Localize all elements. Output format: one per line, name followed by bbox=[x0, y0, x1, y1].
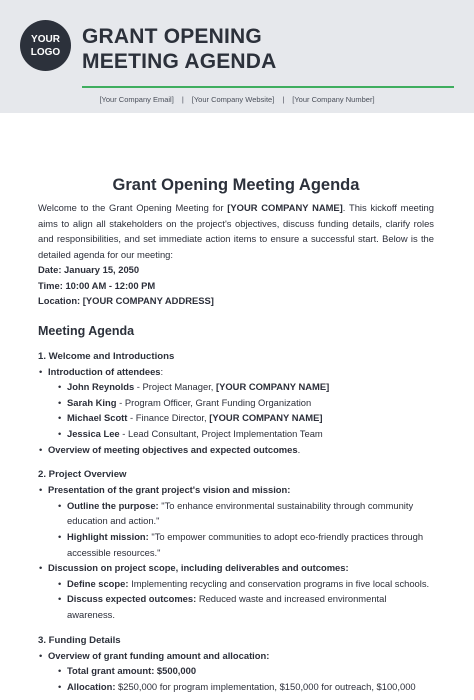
company-logo bbox=[20, 20, 71, 71]
funding-sublist bbox=[48, 663, 434, 694]
logo-text-line1: YOUR bbox=[31, 33, 60, 45]
attendee-item bbox=[48, 379, 434, 395]
intro-paragraph bbox=[38, 200, 434, 262]
attendee-name: Jessica Lee bbox=[67, 427, 120, 439]
section-project-overview bbox=[38, 467, 434, 622]
list-item bbox=[38, 482, 434, 560]
total-value: $500,000 bbox=[154, 665, 197, 677]
header-banner bbox=[0, 0, 474, 113]
document-body bbox=[38, 174, 434, 700]
define-label: Define scope: bbox=[67, 577, 129, 589]
contact-separator: | bbox=[181, 95, 184, 104]
document-title: Grant Opening Meeting Agenda bbox=[112, 176, 360, 194]
section-funding bbox=[38, 633, 434, 695]
outcomes-text: Reduced waste and increased environmental awareness. bbox=[67, 593, 387, 620]
section-welcome bbox=[38, 349, 434, 458]
purpose-label: Outline the purpose: bbox=[67, 499, 159, 511]
mission-label: Highlight mission: bbox=[67, 530, 149, 542]
meeting-location: Location: [YOUR COMPANY ADDRESS] bbox=[38, 295, 214, 307]
list-item bbox=[48, 663, 434, 679]
allocation-text: $250,000 for program implementation, $150,000 for outreach, $100,000 bbox=[115, 680, 416, 692]
attendee-item bbox=[48, 395, 434, 411]
vision-sublist bbox=[48, 498, 434, 560]
section-title: 3. Funding Details bbox=[38, 634, 121, 646]
section-title: 1. Welcome and Introductions bbox=[38, 350, 175, 362]
list-item bbox=[38, 442, 434, 458]
list-item bbox=[38, 560, 434, 622]
attendee-role: - Finance Director, bbox=[127, 412, 210, 424]
attendee-role: - Program Officer, Grant Funding Organization bbox=[116, 396, 312, 408]
overview-item: Overview of meeting objectives and expected outcomes bbox=[48, 443, 298, 455]
logo-text-line2: LOGO bbox=[30, 46, 61, 58]
company-number: [Your Company Number] bbox=[292, 95, 375, 104]
list-item bbox=[38, 648, 434, 695]
list-item bbox=[48, 576, 434, 592]
list-item bbox=[48, 529, 434, 560]
attendee-name: Sarah King bbox=[67, 396, 117, 408]
project-list bbox=[38, 482, 434, 622]
agenda-heading: Meeting Agenda bbox=[38, 323, 135, 338]
header-title-line2: MEETING AGENDA bbox=[82, 50, 277, 73]
list-item bbox=[48, 679, 434, 695]
vision-item: Presentation of the grant project's vision and mission: bbox=[48, 484, 291, 496]
intro-prefix: Welcome to the Grant Opening Meeting for bbox=[38, 202, 228, 213]
meeting-time: Time: 10:00 AM - 12:00 PM bbox=[38, 279, 156, 291]
attendee-role: - Project Manager, bbox=[134, 381, 217, 393]
intro-suffix: . This kickoff meeting aims to align all stakeholders on the project's objectives, discuss funding details, clarify roles and responsibilities, and set immediate action items to ensure a successful start. Below is the detailed agenda for our meeting: bbox=[38, 202, 434, 260]
purpose-text: "To enhance environmental sustainability through community education and action." bbox=[67, 499, 414, 527]
list-item bbox=[48, 591, 434, 622]
mission-text: "To empower communities to adopt eco-friendly practices through accessible resources." bbox=[67, 530, 424, 558]
header-title bbox=[82, 24, 342, 74]
outcomes-label: Discuss expected outcomes: bbox=[67, 593, 197, 605]
scope-item: Discussion on project scope, including deliverables and outcomes: bbox=[48, 562, 349, 574]
attendee-name: John Reynolds bbox=[67, 381, 135, 393]
company-website: [Your Company Website] bbox=[191, 95, 275, 104]
attendee-extra: [YOUR COMPANY NAME] bbox=[209, 412, 323, 424]
welcome-list bbox=[38, 364, 434, 458]
attendees-intro-colon: : bbox=[160, 365, 164, 377]
header-title-line1: GRANT OPENING bbox=[82, 25, 262, 48]
attendee-item bbox=[48, 426, 434, 442]
section-title: 2. Project Overview bbox=[38, 469, 127, 481]
header-divider bbox=[82, 86, 454, 88]
scope-sublist bbox=[48, 576, 434, 623]
attendee-extra: [YOUR COMPANY NAME] bbox=[216, 381, 330, 393]
company-email: [Your Company Email] bbox=[99, 95, 174, 104]
allocation-label: Allocation: bbox=[67, 680, 116, 692]
attendee-role: - Lead Consultant, Project Implementation Team bbox=[119, 427, 323, 439]
attendee-list bbox=[48, 379, 434, 441]
intro-company: [YOUR COMPANY NAME] bbox=[227, 202, 343, 213]
overview-end: . bbox=[297, 443, 301, 455]
attendee-name: Michael Scott bbox=[67, 412, 128, 424]
total-label: Total grant amount: bbox=[67, 665, 155, 677]
attendee-item bbox=[48, 410, 434, 426]
define-text: Implementing recycling and conservation programs in five local schools. bbox=[128, 577, 430, 589]
funding-list bbox=[38, 648, 434, 695]
meeting-date: Date: January 15, 2050 bbox=[38, 264, 140, 276]
contact-separator: | bbox=[282, 95, 285, 104]
attendees-intro-label: Introduction of attendees bbox=[48, 365, 161, 377]
list-item bbox=[48, 498, 434, 529]
list-item bbox=[38, 364, 434, 442]
contact-line bbox=[0, 95, 474, 104]
funding-overview: Overview of grant funding amount and allocation: bbox=[48, 649, 270, 661]
